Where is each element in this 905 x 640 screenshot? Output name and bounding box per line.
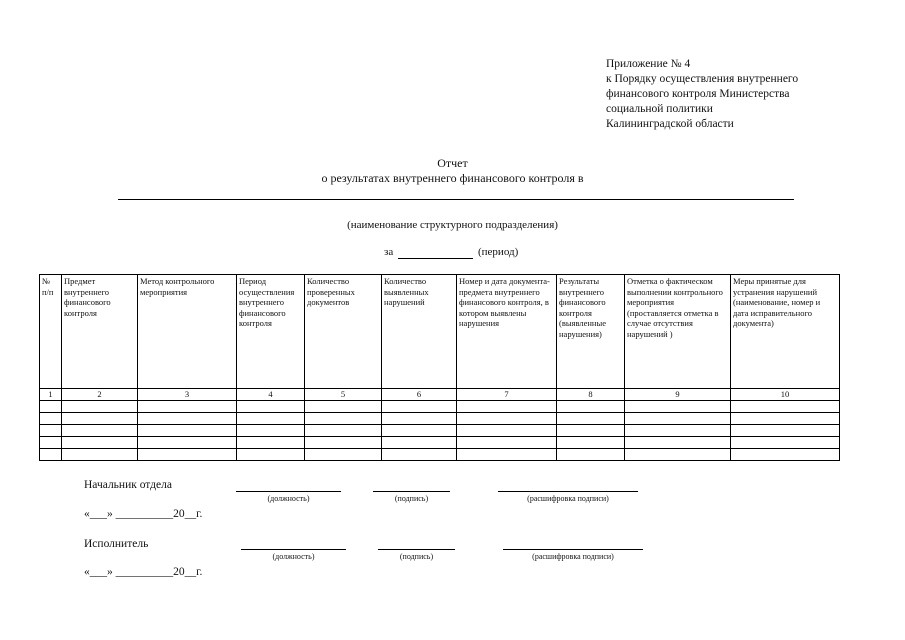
table-cell[interactable] <box>138 400 237 412</box>
head-decoding-line[interactable] <box>498 491 638 492</box>
table-cell[interactable] <box>557 400 625 412</box>
table-cell[interactable] <box>557 424 625 436</box>
column-number: 7 <box>457 389 557 401</box>
table-cell[interactable] <box>62 436 138 448</box>
appendix-line: Калининградской области <box>606 118 734 130</box>
head-position-caption: (должность) <box>267 494 310 503</box>
table-cell[interactable] <box>625 436 731 448</box>
table-cell[interactable] <box>40 448 62 460</box>
column-number: 4 <box>237 389 305 401</box>
table-cell[interactable] <box>382 424 457 436</box>
table-cell[interactable] <box>305 436 382 448</box>
table-cell[interactable] <box>62 412 138 424</box>
table-cell[interactable] <box>382 448 457 460</box>
table-cell[interactable] <box>625 448 731 460</box>
header-cell: Период осуществления внутреннего финансового контроля <box>237 275 305 389</box>
table-cell[interactable] <box>40 424 62 436</box>
header-row <box>40 275 840 389</box>
table-cell[interactable] <box>731 424 840 436</box>
executor-position-caption: (должность) <box>272 552 315 561</box>
table-cell[interactable] <box>138 424 237 436</box>
report-title: Отчет <box>437 156 468 170</box>
table-cell[interactable] <box>625 424 731 436</box>
table-cell[interactable] <box>731 400 840 412</box>
column-number: 8 <box>557 389 625 401</box>
appendix-block <box>606 57 798 132</box>
table-cell[interactable] <box>457 436 557 448</box>
header-cell: Результаты внутреннего финансового контроля (выявленные нарушения) <box>557 275 625 389</box>
table-cell[interactable] <box>62 424 138 436</box>
appendix-line: Приложение № 4 <box>606 58 691 70</box>
table-cell[interactable] <box>625 400 731 412</box>
executor-signature-line[interactable] <box>378 549 455 550</box>
table-cell[interactable] <box>62 400 138 412</box>
column-number: 3 <box>138 389 237 401</box>
table-cell[interactable] <box>305 424 382 436</box>
table-cell[interactable] <box>305 400 382 412</box>
head-signature-caption: (подпись) <box>394 494 429 503</box>
table-cell[interactable] <box>731 448 840 460</box>
head-position-line[interactable] <box>236 491 341 492</box>
table-row <box>40 412 840 424</box>
head-decoding-caption: (расшифровка подписи) <box>527 494 609 503</box>
table-cell[interactable] <box>382 412 457 424</box>
column-number: 2 <box>62 389 138 401</box>
table-row <box>40 448 840 460</box>
period-line <box>398 258 473 259</box>
executor-signature-caption: (подпись) <box>399 552 434 561</box>
table-row <box>40 424 840 436</box>
period-caption: (период) <box>478 246 519 258</box>
table-row <box>40 436 840 448</box>
table-cell[interactable] <box>625 412 731 424</box>
table-cell[interactable] <box>40 436 62 448</box>
header-cell: № п/п <box>40 275 62 389</box>
appendix-line: социальной политики <box>606 103 713 115</box>
appendix-line: финансового контроля Министерства <box>606 88 790 100</box>
header-cell: Меры принятые для устранения нарушений (наименование, номер и дата исправительного документа) <box>731 275 840 389</box>
table-cell[interactable] <box>382 436 457 448</box>
header-cell: Количество проверенных документов <box>305 275 382 389</box>
table-cell[interactable] <box>237 400 305 412</box>
table-cell[interactable] <box>237 424 305 436</box>
column-number: 9 <box>625 389 731 401</box>
executor-decoding-line[interactable] <box>503 549 643 550</box>
executor-label: Исполнитель <box>84 538 149 550</box>
head-signature-line[interactable] <box>373 491 450 492</box>
table-cell[interactable] <box>557 412 625 424</box>
table-cell[interactable] <box>40 400 62 412</box>
head-label: Начальник отдела <box>84 479 172 491</box>
header-cell: Количество выявленных нарушений <box>382 275 457 389</box>
number-row <box>40 389 840 401</box>
column-number: 6 <box>382 389 457 401</box>
column-number: 1 <box>40 389 62 401</box>
header-cell: Отметка о фактическом выполнении контрольного мероприятия (проставляется отметка в случае отсутствия нарушений ) <box>625 275 731 389</box>
subdivision-line <box>118 199 794 200</box>
table-cell[interactable] <box>457 448 557 460</box>
table-cell[interactable] <box>305 412 382 424</box>
table-cell[interactable] <box>457 400 557 412</box>
table-cell[interactable] <box>40 412 62 424</box>
table-cell[interactable] <box>138 448 237 460</box>
header-cell: Метод контрольного мероприятия <box>138 275 237 389</box>
report-subtitle: о результатах внутреннего финансового контроля в <box>321 171 584 185</box>
executor-position-line[interactable] <box>241 549 346 550</box>
executor-date[interactable]: «___» __________20__г. <box>84 566 203 578</box>
table-cell[interactable] <box>237 412 305 424</box>
head-date[interactable]: «___» __________20__г. <box>84 508 203 520</box>
table-cell[interactable] <box>731 412 840 424</box>
table-cell[interactable] <box>382 400 457 412</box>
period-prefix: за <box>384 246 394 258</box>
table-cell[interactable] <box>457 412 557 424</box>
table-row <box>40 400 840 412</box>
table-cell[interactable] <box>138 436 237 448</box>
subdivision-caption: (наименование структурного подразделения) <box>347 219 558 231</box>
table-cell[interactable] <box>305 448 382 460</box>
report-table <box>39 274 840 461</box>
executor-decoding-caption: (расшифровка подписи) <box>532 552 614 561</box>
table-cell[interactable] <box>138 412 237 424</box>
table-cell[interactable] <box>731 436 840 448</box>
table-cell[interactable] <box>457 424 557 436</box>
table-cell[interactable] <box>557 436 625 448</box>
appendix-line: к Порядку осуществления внутреннего <box>606 73 799 85</box>
column-number: 5 <box>305 389 382 401</box>
table-cell[interactable] <box>237 448 305 460</box>
table-cell[interactable] <box>557 448 625 460</box>
header-cell: Предмет внутреннего финансового контроля <box>62 275 138 389</box>
table-cell[interactable] <box>237 436 305 448</box>
column-number: 10 <box>731 389 840 401</box>
header-cell: Номер и дата документа-предмета внутреннего финансового контроля, в котором выявлены нарушения <box>457 275 557 389</box>
table-cell[interactable] <box>62 448 138 460</box>
